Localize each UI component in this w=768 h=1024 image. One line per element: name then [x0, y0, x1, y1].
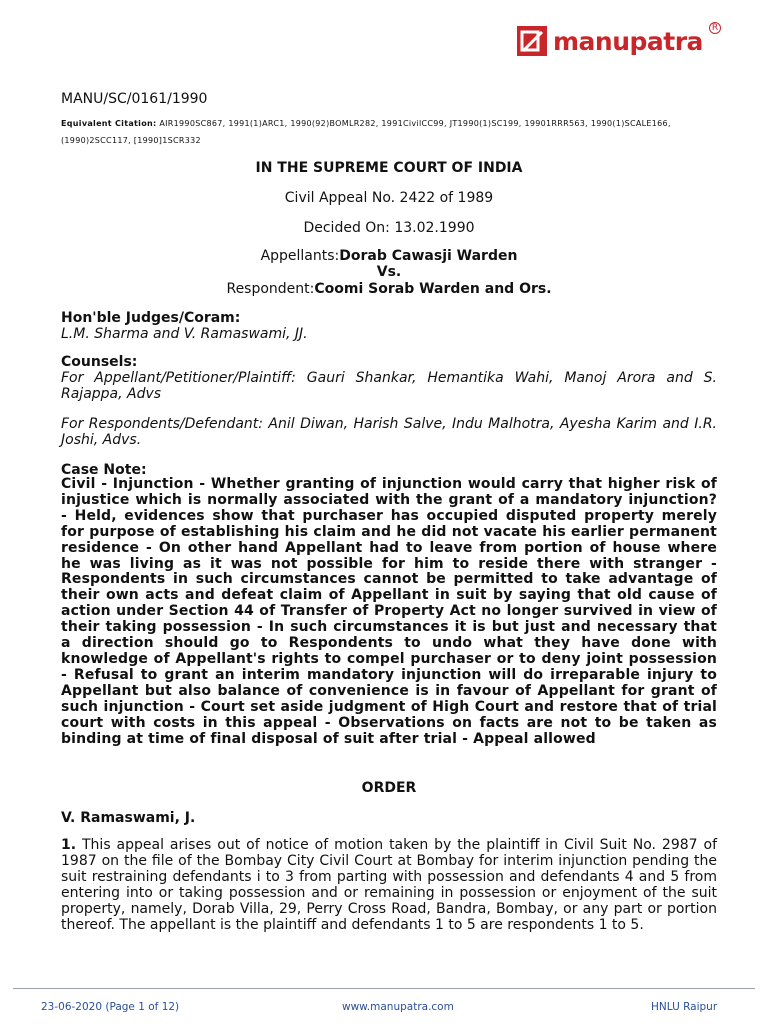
appellants-line — [61, 248, 717, 264]
counsels-heading: Counsels: — [61, 354, 138, 370]
logo-text: manupatra — [553, 26, 703, 56]
paragraph-1 — [61, 838, 717, 933]
equivalent-citation-label: Equivalent Citation: — [61, 119, 157, 128]
equivalent-citation — [61, 115, 717, 149]
manu-citation: MANU/SC/0161/1990 — [61, 91, 208, 107]
respondent-line — [61, 281, 717, 297]
manupatra-logo — [517, 23, 719, 58]
appellants-name: Dorab Cawasji Warden — [339, 248, 518, 264]
order-heading: ORDER — [361, 780, 417, 796]
registered-mark-icon: R — [709, 22, 721, 34]
equivalent-citation-value: AIR1990SC867, 1991(1)ARC1, 1990(92)BOMLR282, 1991CivilCC99, JT1990(1)SC199, 19901RRR563, 1990(1)SCALE166, (1990)2SCC117, [1990]1SCR332 — [61, 119, 671, 145]
counsel-appellant: For Appellant/Petitioner/Plaintiff: Gauri Shankar, Hemantika Wahi, Manoj Arora and S. Rajappa, Advs — [61, 370, 717, 402]
respondent-label: Respondent: — [226, 281, 315, 297]
court-name: IN THE SUPREME COURT OF INDIA — [255, 160, 523, 176]
footer-site-link[interactable]: www.manupatra.com — [342, 1001, 454, 1013]
footer-institution: HNLU Raipur — [651, 1001, 718, 1013]
paragraph-text: This appeal arises out of notice of motion taken by the plaintiff in Civil Suit No. 2987 of 1987 on the file of the Bombay City Civil Court at Bombay for interim injunction pending the suit restraining defendants i to 3 from parting with possession and defendants 4 and 5 from entering into or taking possession and or remaining in possession or enjoyment of the suit property, namely, Dorab Villa, 29, Perry Cross Road, Bandra, Bombay, or any part or portion thereof. The appellant is the plaintiff and defendants 1 to 5 are respondents 1 to 5. — [61, 837, 717, 933]
case-note-heading: Case Note: — [61, 462, 147, 478]
case-note-body: Civil - Injunction - Whether granting of injunction would carry that higher risk of injustice which is normally associated with the grant of a mandatory injunction? - Held, evidences show that purchaser has occupied disputed property merely for purpose of establishing his claim and he did not vacate his earlier permanent residence - On other hand Appellant had to leave from portion of house where he was living as it was not possible for him to reside there with stranger - Respondents in such circumstances cannot be permitted to take advantage of their own acts and defeat claim of Appellant in suit by saying that old cause of action under Section 44 of Transfer of Property Act no longer survived in view of their taking possession - In such circumstances it is but just and necessary that a direction should go to Respondents to undo what they have done with knowledge of Appellant's rights to compel purchaser or to deny joint possession - Refusal to grant an interim mandatory injunction will do irreparable injury to Appellant but also balance of convenience is in favour of Appellant for grant of such injunction - Court set aside judgment of High Court and restore that of trial court with costs in this appeal - Observations on facts are not to be taken as binding at time of final disposal of suit after trial - Appeal allowed — [61, 476, 717, 747]
appellants-label: Appellants: — [260, 248, 340, 264]
respondent-name: Coomi Sorab Warden and Ors. — [314, 281, 552, 297]
judges: L.M. Sharma and V. Ramaswami, JJ. — [61, 326, 308, 342]
footer-divider — [13, 988, 755, 989]
judges-heading: Hon'ble Judges/Coram: — [61, 310, 241, 326]
counsel-respondent: For Respondents/Defendant: Anil Diwan, Harish Salve, Indu Malhotra, Ayesha Karim and I.R. Joshi, Advs. — [61, 416, 717, 448]
versus: Vs. — [376, 264, 402, 280]
paragraph-number: 1. — [61, 837, 77, 853]
footer-date-page: 23-06-2020 (Page 1 of 12) — [41, 1001, 180, 1013]
judge-name: V. Ramaswami, J. — [61, 810, 196, 826]
appeal-number: Civil Appeal No. 2422 of 1989 — [284, 190, 494, 206]
manupatra-logo-icon — [517, 26, 547, 56]
decided-on: Decided On: 13.02.1990 — [303, 220, 475, 236]
